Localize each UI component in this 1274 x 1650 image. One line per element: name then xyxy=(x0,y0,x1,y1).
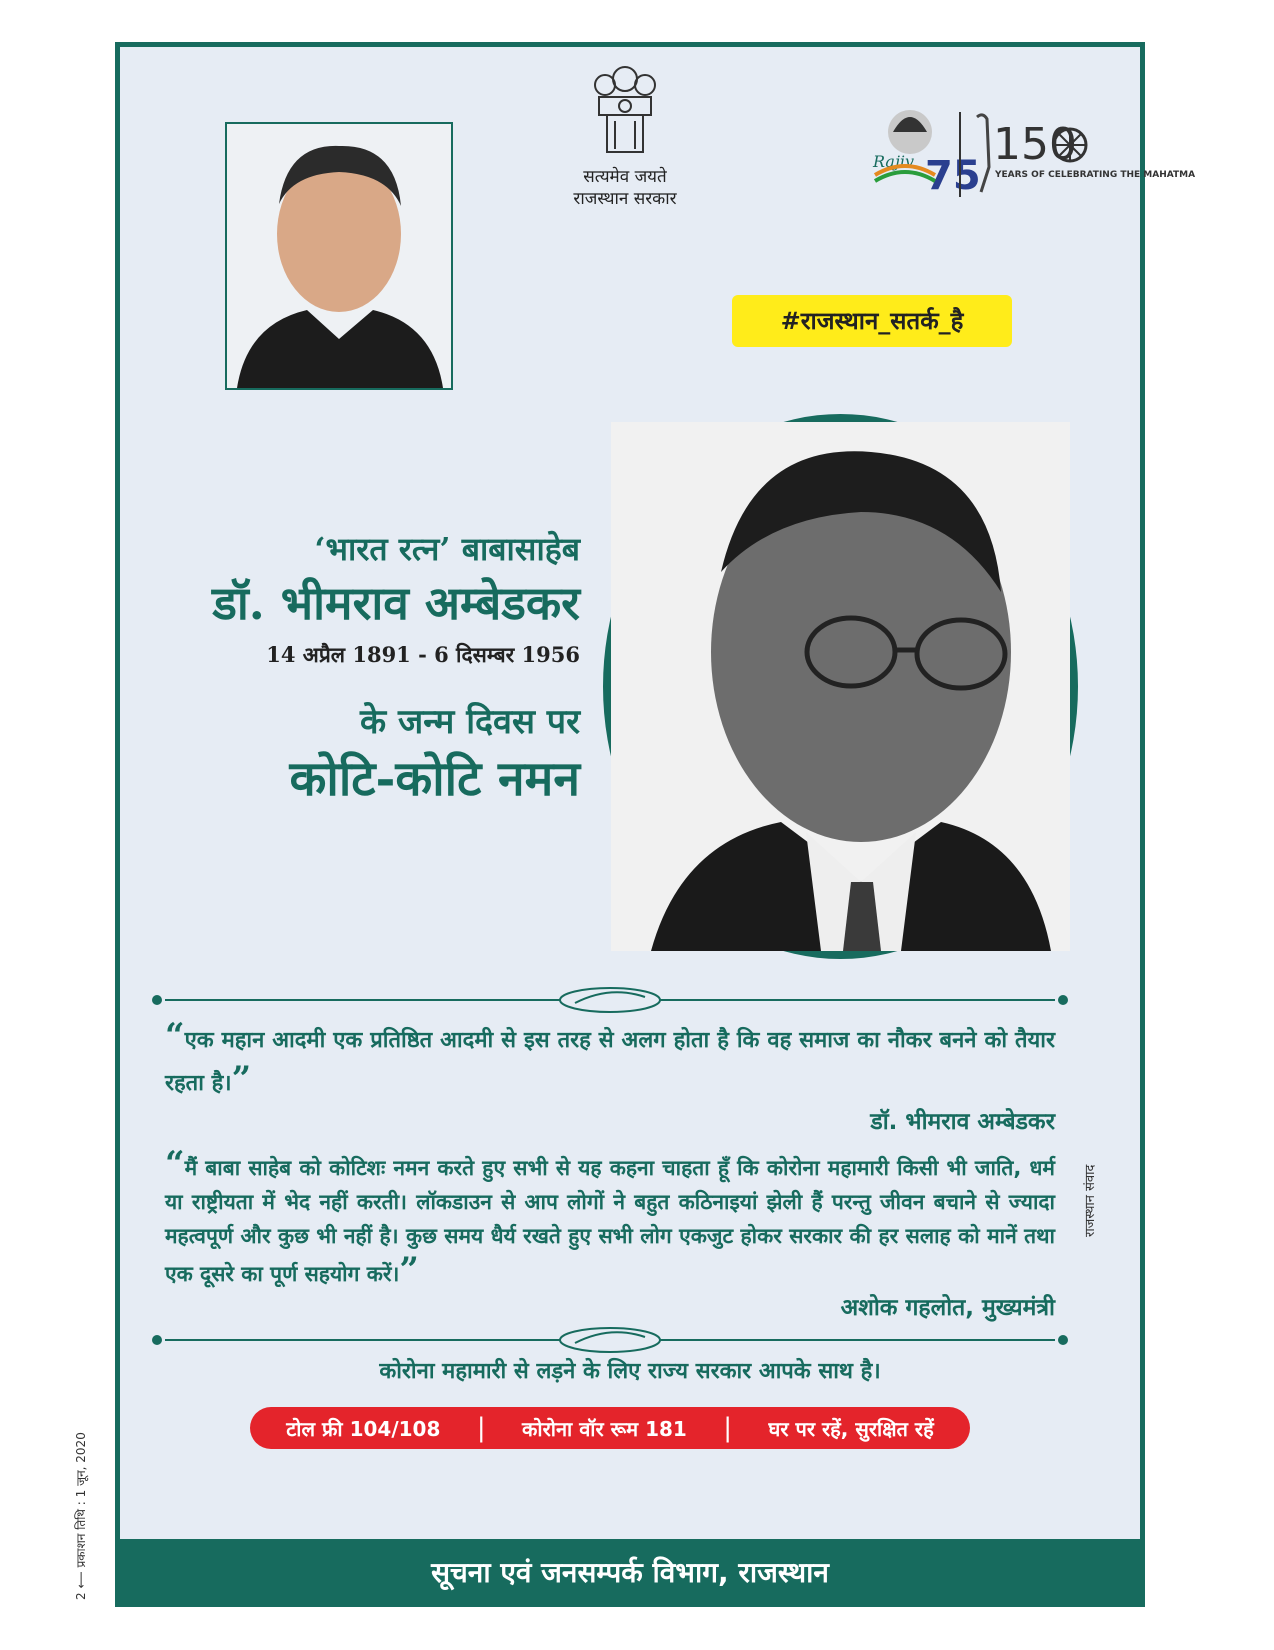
celebration-logos xyxy=(865,97,1196,207)
rajiv-75-logo xyxy=(865,97,1196,207)
ambedkar-quote xyxy=(165,1017,1055,1141)
corona-message: कोरोना महामारी से लड़ने के लिए राज्य सरकार आपके साथ है। xyxy=(379,1359,881,1384)
quote-close-mark: ” xyxy=(231,1059,252,1099)
ambedkar-portrait xyxy=(603,414,1078,959)
ornamental-divider-bottom xyxy=(145,1325,1075,1355)
ashoka-emblem-icon xyxy=(585,57,665,162)
quote-open-mark: “ xyxy=(165,1016,185,1056)
state-emblem xyxy=(550,57,700,210)
helpline-war-room: कोरोना वॉर रूम 181 xyxy=(522,1416,687,1441)
helpline-toll-free: टोल फ्री 104/108 xyxy=(286,1416,441,1441)
department-footer: सूचना एवं जनसम्पर्क विभाग, राजस्थान xyxy=(115,1539,1145,1607)
cm-portrait-illustration xyxy=(227,124,451,388)
ambedkar-quote-text: एक महान आदमी एक प्रतिष्ठित आदमी से इस तरह से अलग होता है कि वह समाज का नौकर बनने को तैयार रहता है। xyxy=(165,1028,1055,1096)
cm-message xyxy=(165,1144,1055,1325)
tribute-heading xyxy=(212,527,580,811)
government-name: राजस्थान सरकार xyxy=(573,189,677,209)
helpline-bar xyxy=(250,1407,970,1449)
emblem-motto: सत्यमेव जयते xyxy=(583,167,667,187)
logo-75-text: 75 xyxy=(925,153,981,199)
helpline-separator: | xyxy=(723,1413,733,1443)
logo-150-text: 150 xyxy=(993,119,1077,170)
rajiv-signature: Rajiv xyxy=(873,152,915,171)
tribute-occasion: के जन्म दिवस पर xyxy=(360,702,580,742)
cm-quote-open-mark: “ xyxy=(165,1144,185,1184)
helpline-separator: | xyxy=(476,1413,486,1443)
helpline-stay-home: घर पर रहें, सुरक्षित रहें xyxy=(768,1416,934,1441)
cm-quote-close-mark: ” xyxy=(399,1250,419,1290)
tribute-name: डॉ. भीमराव अम्बेडकर xyxy=(212,576,580,630)
publication-date-note: 2 ⟵ प्रकाशन तिथि : 1 जून, 2020 xyxy=(74,1432,88,1600)
cm-portrait xyxy=(225,122,453,390)
logo-150-caption: YEARS OF CELEBRATING THE MAHATMA xyxy=(995,170,1196,180)
hashtag-badge: #राजस्थान_सतर्क_है xyxy=(732,295,1012,347)
ornamental-divider-top xyxy=(145,985,1075,1015)
tribute-honorific: ‘भारत रत्न’ बाबासाहेब xyxy=(314,530,580,568)
poster-frame xyxy=(115,42,1196,1607)
ambedkar-quote-author: डॉ. भीमराव अम्बेडकर xyxy=(870,1109,1055,1135)
ambedkar-portrait-illustration xyxy=(611,422,1070,951)
cm-message-text: मैं बाबा साहेब को कोटिशः नमन करते हुए सभी से यह कहना चाहता हूँ कि कोरोना महामारी किसी भी जाति, धर्म या राष्ट्रीयता में भेद नहीं करती। लॉकडाउन से आप लोगों ने बहुत कठिनाइयां झेली हैं परन्तु जीवन बचाने से ज्यादा महत्वपूर्ण और कुछ भी नहीं है। कुछ समय धैर्य रखते हुए सभी लोग एकजुट होकर सरकार की हर सलाह को मानें तथा एक दूसरे का पूर्ण सहयोग करें। xyxy=(165,1156,1055,1286)
side-credit: राजस्थान संवाद xyxy=(1083,1164,1098,1237)
tribute-salutation: कोटि-कोटि नमन xyxy=(289,751,580,807)
tribute-dates: 14 अप्रैल 1891 - 6 दिसम्बर 1956 xyxy=(266,642,580,667)
cm-message-author: अशोक गहलोत, मुख्यमंत्री xyxy=(840,1295,1055,1321)
